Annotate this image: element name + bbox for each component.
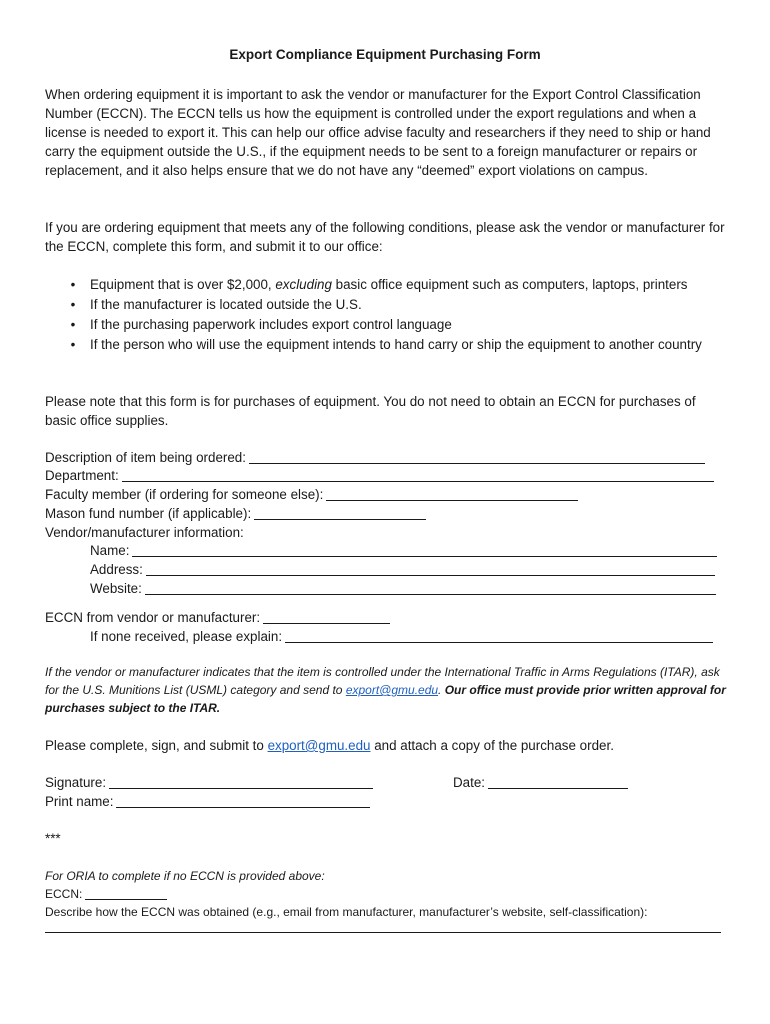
print-name-field [45, 793, 370, 811]
signature-label: Signature: [45, 775, 107, 790]
vendor-website-label: Website: [90, 581, 142, 596]
none-received-label: If none received, please explain: [90, 629, 283, 644]
vendor-address-input[interactable] [146, 562, 715, 576]
condition-item [68, 275, 728, 295]
date-input[interactable] [488, 775, 628, 789]
department-field [45, 467, 714, 485]
vendor-name-field [90, 542, 717, 560]
conditions-intro: If you are ordering equipment that meets any of the following conditions, please ask the vendor or manufacturer for the ECCN, complete this form, and submit it to our office: [45, 220, 725, 254]
intro-paragraph: When ordering equipment it is important to ask the vendor or manufacturer for the Export Control Classification Number (ECCN). The ECCN tells us how the equipment is controlled under the export regulations and when a license is needed to export it. This can help our office advise faculty and researchers if they need to ship or hand carry the equipment outside the U.S., if the equipment needs to be sent to a foreign manufacturer or repairs or replacement, and it also helps ensure that we do not have any “deemed” export violations on campus. [45, 87, 711, 178]
vendor-website-input[interactable] [145, 581, 716, 595]
none-received-field [90, 628, 713, 646]
condition-text: If the manufacturer is located outside the U.S. [90, 297, 362, 312]
bullet-dot: • [70, 297, 76, 312]
vendor-address-label: Address: [90, 562, 143, 577]
condition-item [68, 315, 728, 335]
oria-eccn-field [45, 885, 167, 903]
department-input[interactable] [122, 468, 714, 482]
date-field [453, 774, 628, 792]
condition-item [68, 295, 728, 315]
note-paragraph: Please note that this form is for purchases of equipment. You do not need to obtain an ECCN for purchases of basic office supplies. [45, 394, 696, 428]
vendor-name-input[interactable] [132, 543, 717, 557]
submit-text: Please complete, sign, and submit to [45, 738, 268, 753]
condition-emphasis: excluding [275, 277, 332, 292]
condition-text: basic office equipment such as computers, laptops, printers [331, 277, 688, 292]
submit-text: and attach a copy of the purchase order. [370, 738, 614, 753]
faculty-label: Faculty member (if ordering for someone else): [45, 487, 324, 502]
date-label: Date: [453, 775, 486, 790]
itar-approval-text: Our office must provide prior written approval for purchases subject to the ITAR. [45, 683, 726, 715]
bullet-dot: • [70, 277, 76, 292]
none-received-input[interactable] [285, 629, 713, 643]
oria-eccn-input[interactable] [85, 887, 167, 900]
oria-describe-label: Describe how the ECCN was obtained (e.g., email from manufacturer, manufacturer’s website, self-classification): [45, 905, 648, 919]
signature-input[interactable] [109, 775, 373, 789]
signature-field [45, 774, 373, 792]
oria-heading: For ORIA to complete if no ECCN is provided above: [45, 869, 325, 883]
faculty-field [45, 486, 578, 504]
submit-instructions [45, 736, 730, 755]
department-label: Department: [45, 468, 119, 483]
fund-field [45, 505, 426, 523]
itar-notice [45, 663, 735, 717]
oria-eccn-label: ECCN: [45, 887, 83, 901]
submit-email-link[interactable]: export@gmu.edu [267, 738, 371, 753]
section-separator: *** [45, 831, 61, 846]
print-name-input[interactable] [116, 794, 370, 808]
vendor-info-label: Vendor/manufacturer information: [45, 525, 244, 540]
vendor-address-field [90, 561, 715, 579]
faculty-input[interactable] [326, 487, 578, 501]
bullet-dot: • [70, 337, 76, 352]
description-label: Description of item being ordered: [45, 450, 246, 465]
condition-text: If the person who will use the equipment intends to hand carry or ship the equipment to another country [90, 337, 702, 352]
form-title: Export Compliance Equipment Purchasing Form [229, 47, 541, 62]
fund-label: Mason fund number (if applicable): [45, 506, 252, 521]
bullet-dot: • [70, 317, 76, 332]
vendor-name-label: Name: [90, 543, 130, 558]
condition-item [68, 335, 728, 355]
eccn-vendor-field [45, 609, 390, 627]
itar-period: . [438, 683, 445, 697]
itar-text: If the vendor or manufacturer indicates that the item is controlled under the International Traffic in Arms Regulations (ITAR), ask for the U.S. Munitions List (USML) category and send to [45, 665, 720, 697]
conditions-list [68, 275, 728, 355]
eccn-vendor-input[interactable] [263, 610, 390, 624]
print-name-label: Print name: [45, 794, 114, 809]
description-input[interactable] [249, 450, 705, 464]
oria-describe-input[interactable] [45, 932, 721, 933]
vendor-website-field [90, 580, 716, 598]
condition-text: If the purchasing paperwork includes export control language [90, 317, 452, 332]
condition-text: Equipment that is over $2,000, [90, 277, 276, 292]
fund-input[interactable] [254, 506, 426, 520]
itar-email-link[interactable]: export@gmu.edu [345, 683, 439, 697]
description-field [45, 449, 705, 467]
eccn-vendor-label: ECCN from vendor or manufacturer: [45, 610, 261, 625]
